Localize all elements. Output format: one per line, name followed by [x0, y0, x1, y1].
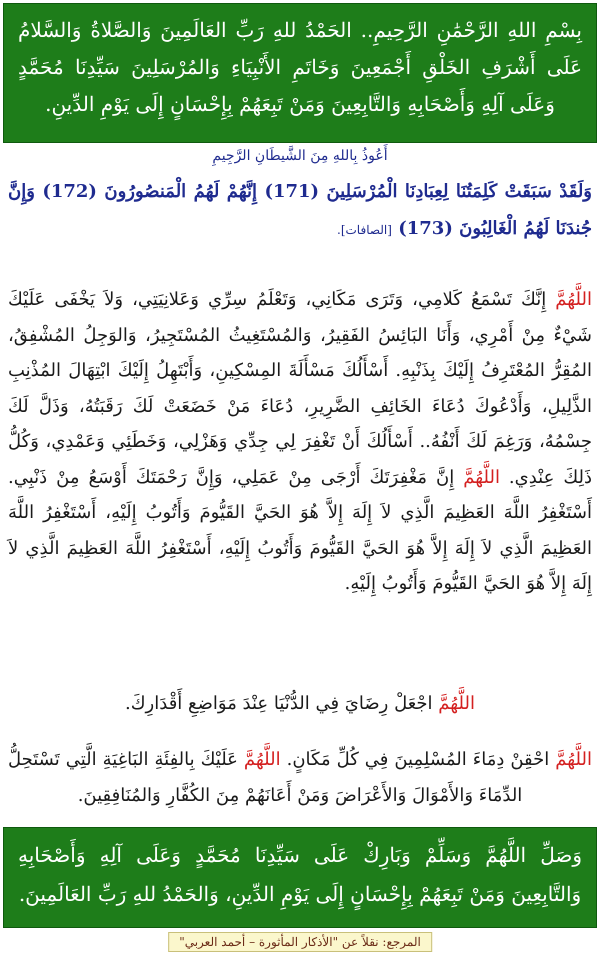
supplication-text: احْقِنْ دِمَاءَ المُسْلِمِينَ فِي كُلِّ مَكَانٍ.	[280, 749, 556, 770]
reference-label: المرجع: نقلاً عن "الأذكار المأثورة – أحمد العربي"	[168, 932, 432, 952]
allahumma-word: اللَّهُمَّ	[555, 749, 592, 770]
surah-name: [الصافات].	[337, 223, 392, 237]
supplication-text: عَلَيْكَ بِالفِئَةِ البَاغِيَةِ الَّتِي تَسْتَحِلُّ الدِّمَاءَ وَالأَمْوَالَ وَالأَعْرَاضَ وَمَنْ أَعَانَهُمْ مِنَ الكُفَّارِ وَالمُنَافِقِينَ.	[8, 749, 523, 806]
opening-box	[3, 3, 597, 143]
supplication-text: إِنَّكَ تَسْمَعُ كَلامِي، وَتَرَى مَكَانِي، وَتَعْلَمُ سِرِّي وَعَلانِيَتِي، وَلاَ يَخْفَى عَلَيْكَ شَيْءٌ مِنْ أَمْرِي، وَأَنَا البَائِسُ الفَقِيرُ، وَالمُسْتَغِيثُ المُسْتَجِيرُ، وَالوَجِلُ المُشْفِقُ، المُقِرُّ المُعْتَرِفُ إِلَيْكَ بِذَنْبِهِ. أَسْأَلُكَ مَسْأَلَةَ المِسْكِينِ، وَأَبْتَهِلُ إِلَيْكَ ابْتِهَالَ المُذْنِبِ الذَّلِيلِ، وَأَدْعُوكَ دُعَاءَ الخَائِفِ الضَّرِيرِ، دُعَاءَ مَنْ خَضَعَتْ لَكَ رَقَبَتُهُ، وَذَلَّ لَكَ جِسْمُهُ، وَرَغِمَ لَكَ أَنْفُهُ.. أَسْأَلُكَ أَنْ تَغْفِرَ لِي جِدِّي وَهَزْلِي، وَخَطَئِي وَعَمْدِي، وَكُلُّ ذَلِكَ عِنْدِي.	[8, 289, 593, 488]
allahumma-word: اللَّهُمَّ	[438, 693, 475, 714]
closing-box	[3, 827, 597, 928]
verse-text: وَلَقَدْ سَبَقَتْ كَلِمَتُنَا لِعِبَادِنَا الْمُرْسَلِينَ (171) إِنَّهُمْ لَهُمُ الْمَنصُورُونَ (172) وَإِنَّ جُندَنَا لَهُمُ الْغَالِبُونَ (173)	[8, 181, 592, 239]
allahumma-word: اللَّهُمَّ	[463, 466, 500, 488]
supplication-muslims	[8, 742, 592, 813]
quran-verse	[8, 173, 592, 249]
supplication-contentment	[8, 686, 592, 722]
opening-text: بِسْمِ اللهِ الرَّحْمَٰنِ الرَّحِيمِ.. الحَمْدُ للهِ رَبِّ العَالَمِينَ وَالصَّلاةُ وَالسَّلامُ عَلَى أَشْرَفِ الخَلْقِ أَجْمَعِينَ وَخَاتَمِ الأَنْبِيَاءِ وَالمُرْسَلِينَ سَيِّدِنَا مُحَمَّدٍ وَعَلَى آلِهِ وَأَصْحَابِهِ وَالتَّابِعِينَ وَمَنْ تَبِعَهُمْ بِإِحْسَانٍ إِلَى يَوْمِ الدِّينِ.	[18, 18, 582, 116]
supplication-text: اجْعَلْ رِضَايَ فِي الدُّنْيَا عِنْدَ مَوَاضِعِ أَقْدَارِكَ.	[125, 693, 439, 714]
istiadha-line: أَعُوذُ بِاللهِ مِنَ الشَّيطَانِ الرَّجِيمِ	[212, 148, 388, 164]
allahumma-word: اللَّهُمَّ	[555, 289, 592, 310]
main-supplication	[8, 282, 592, 602]
closing-text: وَصَلِّ اللَّهُمَّ وَسَلِّمْ وَبَارِكْ عَلَى سَيِّدِنَا مُحَمَّدٍ وَعَلَى آلِهِ وَأَصْحَابِهِ وَالتَّابِعِينَ وَمَنْ تَبِعَهُمْ بِإِحْسَانٍ إِلَى يَوْمِ الدِّينِ، وَالحَمْدُ للهِ رَبِّ العَالَمِينَ.	[18, 843, 583, 906]
supplication-text: إِنَّ مَغْفِرَتَكَ أَرْجَى مِنْ عَمَلِي، وَإِنَّ رَحْمَتَكَ أَوْسَعُ مِنْ ذَنْبِي. أَسْتَغْفِرُ اللَّهَ العَظِيمَ الَّذِي لاَ إِلَهَ إِلاَّ هُوَ الحَيَّ القَيُّومَ وَأَتُوبُ إِلَيْهِ، أَسْتَغْفِرُ اللَّهَ العَظِيمَ الَّذِي لاَ إِلَهَ إِلاَّ هُوَ الحَيَّ القَيُّومَ وَأَتُوبُ إِلَيْهِ، أَسْتَغْفِرُ اللَّهَ العَظِيمَ الَّذِي لاَ إِلَهَ إِلاَّ هُوَ الحَيَّ القَيُّومَ وَأَتُوبُ إِلَيْهِ.	[8, 466, 592, 594]
allahumma-word: اللَّهُمَّ	[243, 749, 281, 770]
